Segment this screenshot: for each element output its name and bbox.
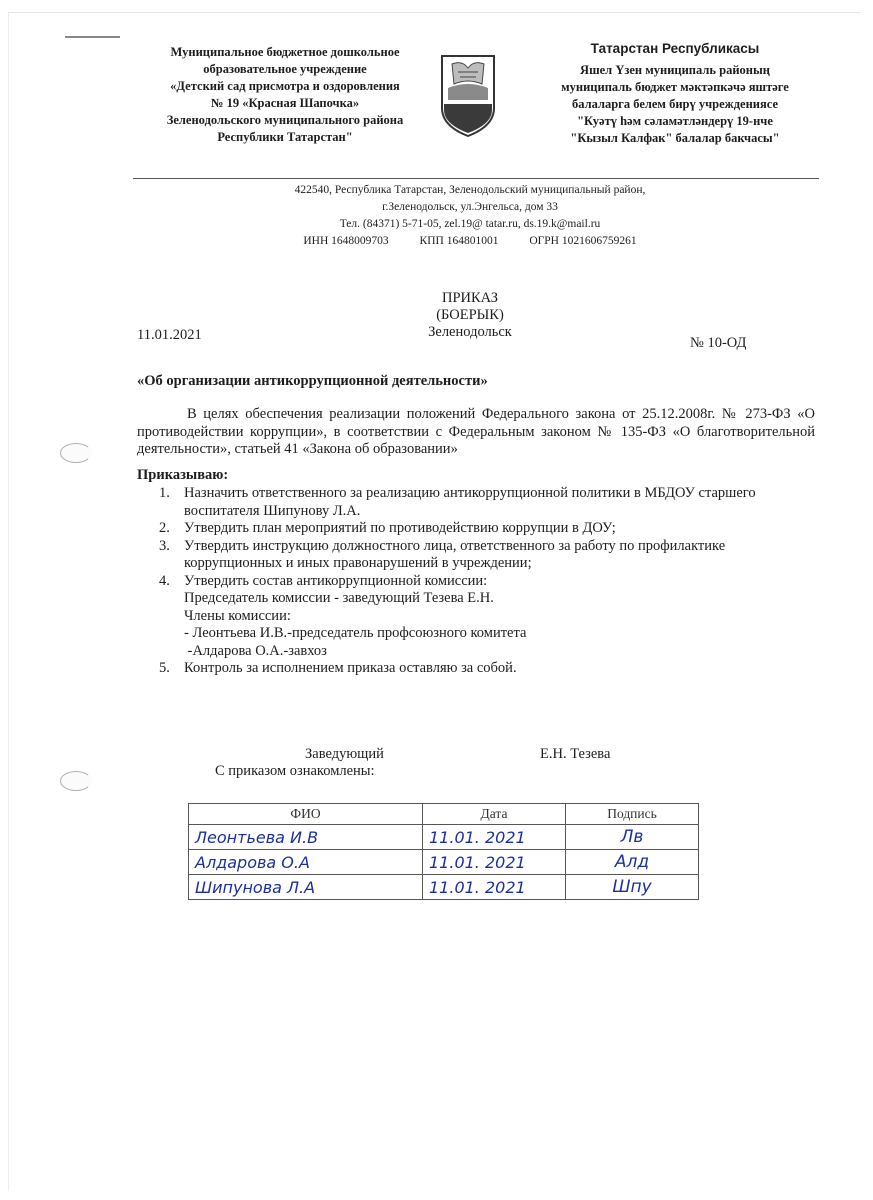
header-left-line: «Детский сад присмотра и оздоровления — [170, 79, 400, 93]
commission-members-label: Члены комиссии: — [184, 607, 291, 624]
header-right-line: Яшел Үзен муниципаль районың — [580, 63, 770, 77]
coat-of-arms-icon — [438, 50, 498, 138]
order-title-block — [360, 290, 580, 341]
order-item — [137, 538, 807, 573]
registration-codes — [200, 233, 740, 250]
order-item — [137, 573, 807, 661]
order-city: Зеленодольск — [428, 324, 512, 340]
header-right-line: муниципаль бюджет мәктәпкәчә яштәге — [561, 80, 789, 94]
cell-fio: Леонтьева И.В — [189, 825, 423, 850]
header-right-line: "Куәтү һәм сәламәтләндерү 19-нче — [577, 114, 773, 128]
cell-date: 11.01. 2021 — [423, 850, 566, 875]
order-title: ПРИКАЗ — [441, 290, 499, 306]
col-header-date: Дата — [423, 804, 566, 825]
header-left-line: Республики Татарстан" — [217, 130, 353, 144]
address-line: 422540, Республика Татарстан, Зеленодольский муниципальный район, — [294, 184, 646, 196]
item-number: 3. — [159, 537, 170, 554]
cell-signature: Алд — [566, 850, 699, 875]
item-text: Назначить ответственного за реализацию антикоррупционной политики в МБДОУ старшего воспитателя Шипунову Л.А. — [184, 485, 756, 519]
col-header-fio: ФИО — [189, 804, 423, 825]
header-left-line: Муниципальное бюджетное дошкольное — [170, 45, 400, 59]
item-text: Утвердить инструкцию должностного лица, ответственного за работу по профилактике коррупционных и иных правонарушений в учреждении; — [184, 537, 726, 571]
col-header-signature: Подпись — [566, 804, 699, 825]
cell-fio: Шипунова Л.А — [189, 875, 423, 900]
table-row — [189, 850, 699, 875]
commission-member: -Алдарова О.А.-завхоз — [184, 642, 327, 659]
punch-hole — [60, 443, 92, 463]
item-number: 1. — [159, 485, 170, 501]
cell-date: 11.01. 2021 — [423, 875, 566, 900]
preamble-text: В целях обеспечения реализации положений Федерального закона от 25.12.2008г. № 273-ФЗ «О противодействии коррупции», в соответствии с Федеральным законом № 135-ФЗ «О благотворительной деятельности», статьей 41 «Закона об образовании» — [137, 406, 815, 457]
item-text: Утвердить план мероприятий по противодействию коррупции в ДОУ; — [184, 520, 616, 536]
signatory-name: Е.Н. Тезева — [540, 746, 611, 762]
header-right-title: Татарстан Республикасы — [590, 41, 760, 56]
table-row — [189, 875, 699, 900]
item-number: 5. — [159, 660, 170, 676]
scan-artifact — [65, 36, 120, 38]
header-right-line: балаларга белем бирү учреждениясе — [571, 97, 778, 111]
item-number: 2. — [159, 520, 170, 536]
table-row — [189, 825, 699, 850]
cell-signature: Шпу — [566, 875, 699, 900]
inn-code: ИНН 1648009703 — [303, 235, 389, 247]
commission-chair: Председатель комиссии - заведующий Тезева Е.Н. — [184, 590, 494, 606]
acquainted-label: С приказом ознакомлены: — [215, 763, 375, 779]
order-subject: «Об организации антикоррупционной деятельности» — [137, 373, 488, 389]
item-text: Контроль за исполнением приказа оставляю за собой. — [184, 660, 517, 676]
address-line: г.Зеленодольск, ул.Энгельса, дом 33 — [382, 201, 558, 213]
header-left-line: № 19 «Красная Шапочка» — [210, 96, 360, 110]
order-date: 11.01.2021 — [137, 327, 202, 343]
preamble — [137, 406, 815, 459]
kpp-code: КПП 164801001 — [419, 235, 499, 247]
item-number: 4. — [159, 572, 170, 589]
item-text: Утвердить состав антикоррупционной комиссии: — [184, 572, 488, 589]
header-left-line: Зеленодольского муниципального района — [166, 113, 404, 127]
cell-fio: Алдарова О.А — [189, 850, 423, 875]
acquaintance-table — [188, 803, 699, 900]
punch-hole — [60, 771, 92, 791]
signatory-role: Заведующий — [305, 746, 384, 762]
header-left-line: образовательное учреждение — [203, 62, 367, 76]
order-number: № 10-ОД — [690, 335, 747, 351]
phone-email-line: Тел. (84371) 5-71-05, zel.19@ tatar.ru, ds.19.k@mail.ru — [339, 218, 601, 230]
commission-member: - Леонтьева И.В.-председатель профсоюзного комитета — [184, 625, 527, 641]
order-word: Приказываю: — [137, 467, 229, 483]
header-left-institution — [140, 44, 430, 146]
order-item — [137, 660, 807, 678]
header-divider — [133, 178, 819, 179]
header-right-line: "Кызыл Калфак" балалар бакчасы" — [570, 131, 780, 145]
order-item — [137, 485, 807, 520]
contact-block — [200, 182, 740, 250]
cell-signature: Лв — [566, 825, 699, 850]
header-right-institution — [540, 40, 810, 147]
order-items — [137, 485, 807, 678]
ogrn-code: ОГРН 1021606759261 — [529, 235, 637, 247]
order-title-tatar: (БОЕРЫК) — [436, 307, 504, 323]
cell-date: 11.01. 2021 — [423, 825, 566, 850]
order-item — [137, 520, 807, 538]
